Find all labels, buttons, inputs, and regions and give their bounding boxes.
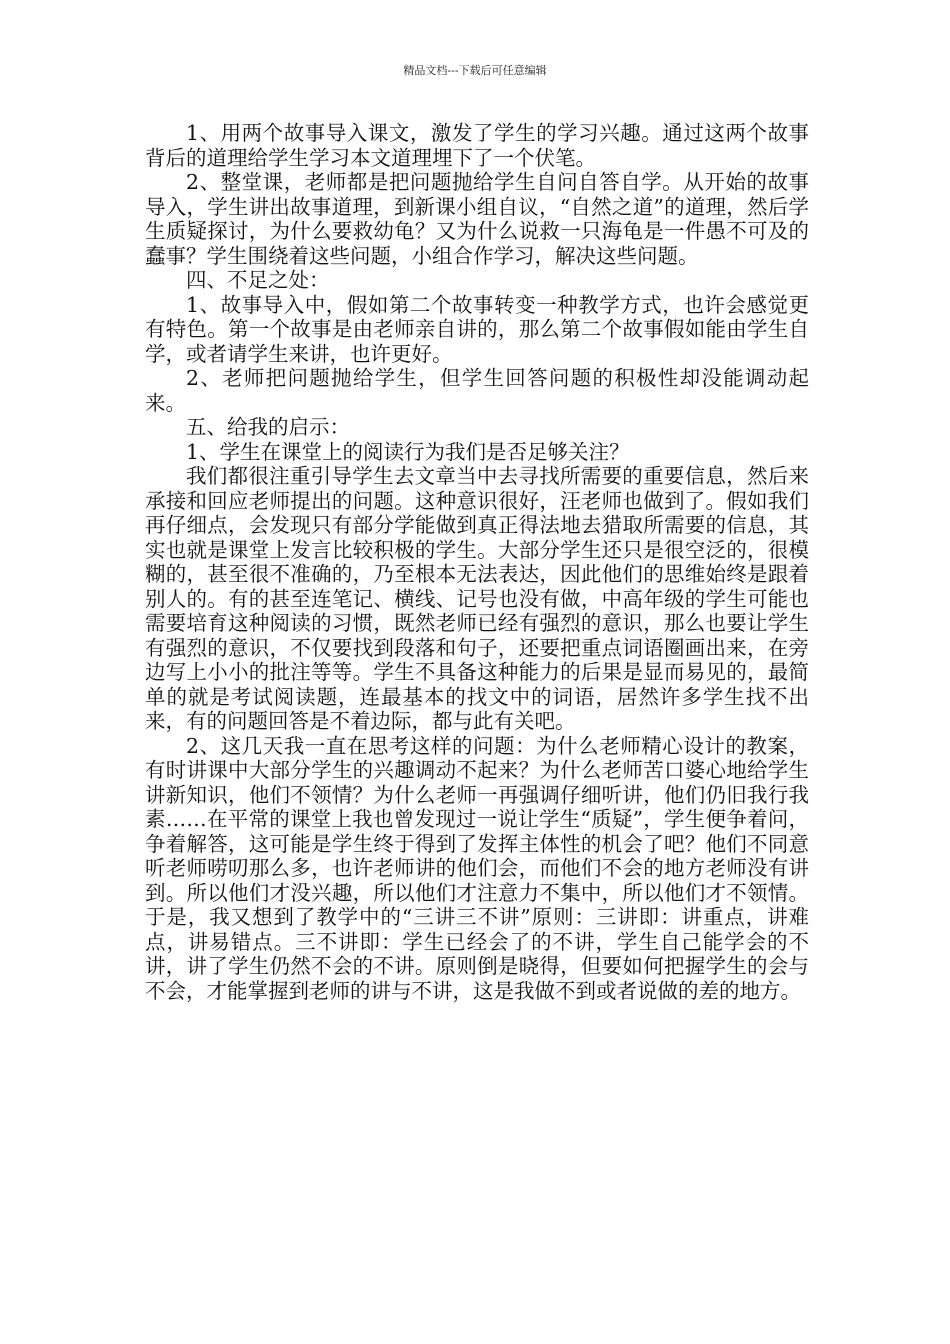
section-heading-shortcomings: 四、不足之处： [186,268,330,292]
paragraph-shortcoming-1: 1、故事导入中，假如第二个故事转变一种教学方式，也许会感觉更有特色。第一个故事是由老师亲自讲的，那么第二个故事假如能由学生自学，或者请学生来讲，也许更好。 [145,292,809,366]
paragraph-intro-story: 1、用两个故事导入课文，激发了学生的学习兴趣。通过这两个故事背后的道理给学生学习本文道理埋下了一个伏笔。 [145,121,809,170]
paragraph-inspiration-1: 1、学生在课堂上的阅读行为我们是否足够关注？ [186,439,630,464]
document-body [145,121,809,1003]
paragraph-reading-behavior: 我们都很注重引导学生去文章当中去寻找所需要的重要信息，然后来承接和回应老师提出的问题。这种意识很好，汪老师也做到了。假如我们再仔细点，会发现只有部分学能做到真正得法地去猎取所需要的信息，其实也就是课堂上发言比较积极的学生。大部分学生还只是很空泛的，很模糊的，甚至很不准确的，乃至根本无法表达，因此他们的思维始终是跟着别人的。有的甚至连笔记、横线、记号也没有做，中高年级的学生可能也需要培育这种阅读的习惯，既然老师已经有强烈的意识，那么也要让学生有强烈的意识，不仅要找到段落和句子，还要把重点词语圈画出来，在旁边写上小小的批注等等。学生不具备这种能力的后果是显而易见的，最简单的就是考试阅读题，连最基本的找文中的词语，居然许多学生找不出来，有的问题回答是不着边际，都与此有关吧。 [145,464,809,733]
paragraph-self-study: 2、整堂课，老师都是把问题抛给学生自问自答自学。从开始的故事导入，学生讲出故事道理，到新课小组自议，“自然之道”的道理，然后学生质疑探讨，为什么要救幼龟？又为什么说救一只海龟是一件愚不可及的蠢事？学生围绕着这些问题，小组合作学习，解决这些问题。 [145,170,809,268]
paragraph-shortcoming-2: 2、老师把问题抛给学生，但学生回答问题的积极性却没能调动起来。 [145,366,809,415]
page-header: 精品文档---下载后可任意编辑 [403,64,547,77]
paragraph-inspiration-2: 2、这几天我一直在思考这样的问题：为什么老师精心设计的教案，有时讲课中大部分学生的兴趣调动不起来？为什么老师苦口婆心地给学生讲新知识，他们不领情？为什么老师一再强调仔细听讲，他们仍旧我行我素……在平常的课堂上我也曾发现过一说让学生“质疑”，学生便争着问，争着解答，这可能是学生终于得到了发挥主体性的机会了吧？他们不同意听老师唠叨那么多，也许老师讲的他们会，而他们不会的地方老师没有讲到。所以他们才没兴趣，所以他们才注意力不集中，所以他们才不领情。于是，我又想到了教学中的“三讲三不讲”原则：三讲即：讲重点，讲难点，讲易错点。三不讲即：学生已经会了的不讲，学生自己能学会的不讲，讲了学生仍然不会的不讲。原则倒是晓得，但要如何把握学生的会与不会，才能掌握到老师的讲与不讲，这是我做不到或者说做的差的地方。 [145,733,809,1003]
section-heading-inspiration: 五、给我的启示： [186,415,350,439]
